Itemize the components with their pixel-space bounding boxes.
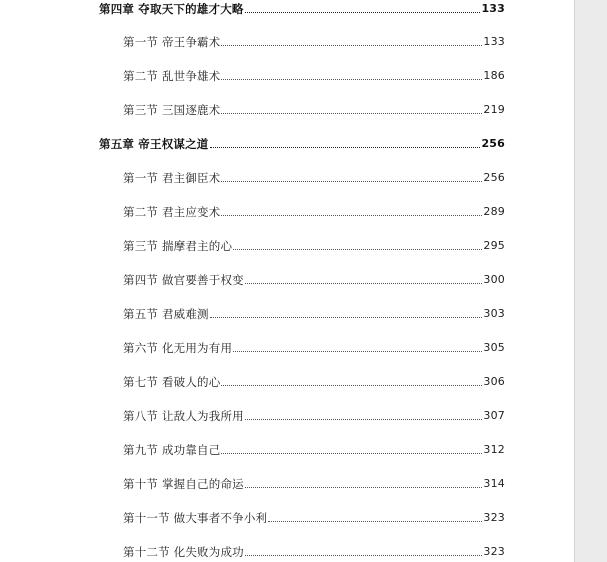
toc-entry-page: 256 — [481, 137, 505, 150]
dot-leader — [221, 180, 482, 182]
toc-entry-title: 第九节 成功靠自己 — [123, 443, 221, 457]
dot-leader — [221, 384, 482, 386]
toc-entry-page: 219 — [483, 103, 505, 116]
toc-entry-page: 312 — [483, 443, 505, 456]
toc-section-5-12[interactable] — [123, 543, 505, 559]
toc-entry-page: 323 — [483, 545, 505, 558]
dot-leader — [221, 452, 482, 454]
dot-leader — [245, 11, 481, 13]
toc-entry-title: 第二节 乱世争雄术 — [123, 69, 221, 83]
dot-leader — [233, 248, 482, 250]
toc-entry-page: 133 — [483, 35, 505, 48]
dot-leader — [210, 146, 481, 148]
dot-leader — [268, 520, 482, 522]
toc-entry-title: 第五章 帝王权谋之道 — [99, 137, 209, 151]
toc-entry-title: 第一节 君主御臣术 — [123, 171, 221, 185]
toc-section-4-2[interactable] — [123, 67, 505, 83]
toc-entry-title: 第三节 三国逐鹿术 — [123, 103, 221, 117]
dot-leader — [245, 486, 483, 488]
toc-entry-page: 323 — [483, 511, 505, 524]
toc-section-5-1[interactable] — [123, 169, 505, 185]
toc-section-5-6[interactable] — [123, 339, 505, 355]
toc-section-5-7[interactable] — [123, 373, 505, 389]
toc-section-5-3[interactable] — [123, 237, 505, 253]
toc-entry-page: 303 — [483, 307, 505, 320]
toc-section-5-8[interactable] — [123, 407, 505, 423]
toc-entry-title: 第二节 君主应变术 — [123, 205, 221, 219]
toc-entry-title: 第十二节 化失败为成功 — [123, 545, 244, 559]
toc-section-5-5[interactable] — [123, 305, 505, 321]
toc-entry-page: 306 — [483, 375, 505, 388]
toc-entry-page: 186 — [483, 69, 505, 82]
toc-section-4-3[interactable] — [123, 101, 505, 117]
toc-entry-page: 289 — [483, 205, 505, 218]
toc-entry-title: 第八节 让敌人为我所用 — [123, 409, 244, 423]
toc-entry-title: 第四节 做官要善于权变 — [123, 273, 244, 287]
toc-entry-page: 307 — [483, 409, 505, 422]
toc-entry-title: 第五节 君威难测 — [123, 307, 209, 321]
toc-entry-page: 256 — [483, 171, 505, 184]
toc-entry-page: 305 — [483, 341, 505, 354]
dot-leader — [221, 78, 482, 80]
toc-entry-title: 第三节 揣摩君主的心 — [123, 239, 233, 253]
toc-section-5-10[interactable] — [123, 475, 505, 491]
viewer-gutter — [575, 0, 607, 562]
toc-entry-page: 133 — [481, 2, 505, 15]
dot-leader — [221, 44, 482, 46]
toc-entry-page: 314 — [483, 477, 505, 490]
toc-entry-title: 第十节 掌握自己的命运 — [123, 477, 244, 491]
toc-entry-title: 第六节 化无用为有用 — [123, 341, 233, 355]
dot-leader — [245, 418, 483, 420]
toc-entry-title: 第七节 看破人的心 — [123, 375, 221, 389]
dot-leader — [210, 316, 483, 318]
toc-entry-title: 第十一节 做大事者不争小利 — [123, 511, 268, 525]
toc-section-5-11[interactable] — [123, 509, 505, 525]
toc-entry-page: 300 — [483, 273, 505, 286]
dot-leader — [221, 214, 482, 216]
toc-chapter-4[interactable] — [99, 0, 505, 16]
toc-entry-title: 第一节 帝王争霸术 — [123, 35, 221, 49]
dot-leader — [221, 112, 482, 114]
dot-leader — [233, 350, 482, 352]
toc-entry-title: 第四章 夺取天下的雄才大略 — [99, 2, 244, 16]
toc-chapter-5[interactable] — [99, 135, 505, 151]
toc-entry-page: 295 — [483, 239, 505, 252]
toc-section-5-4[interactable] — [123, 271, 505, 287]
toc-section-4-1[interactable] — [123, 33, 505, 49]
dot-leader — [245, 282, 483, 284]
dot-leader — [245, 554, 483, 556]
toc-section-5-9[interactable] — [123, 441, 505, 457]
toc-section-5-2[interactable] — [123, 203, 505, 219]
